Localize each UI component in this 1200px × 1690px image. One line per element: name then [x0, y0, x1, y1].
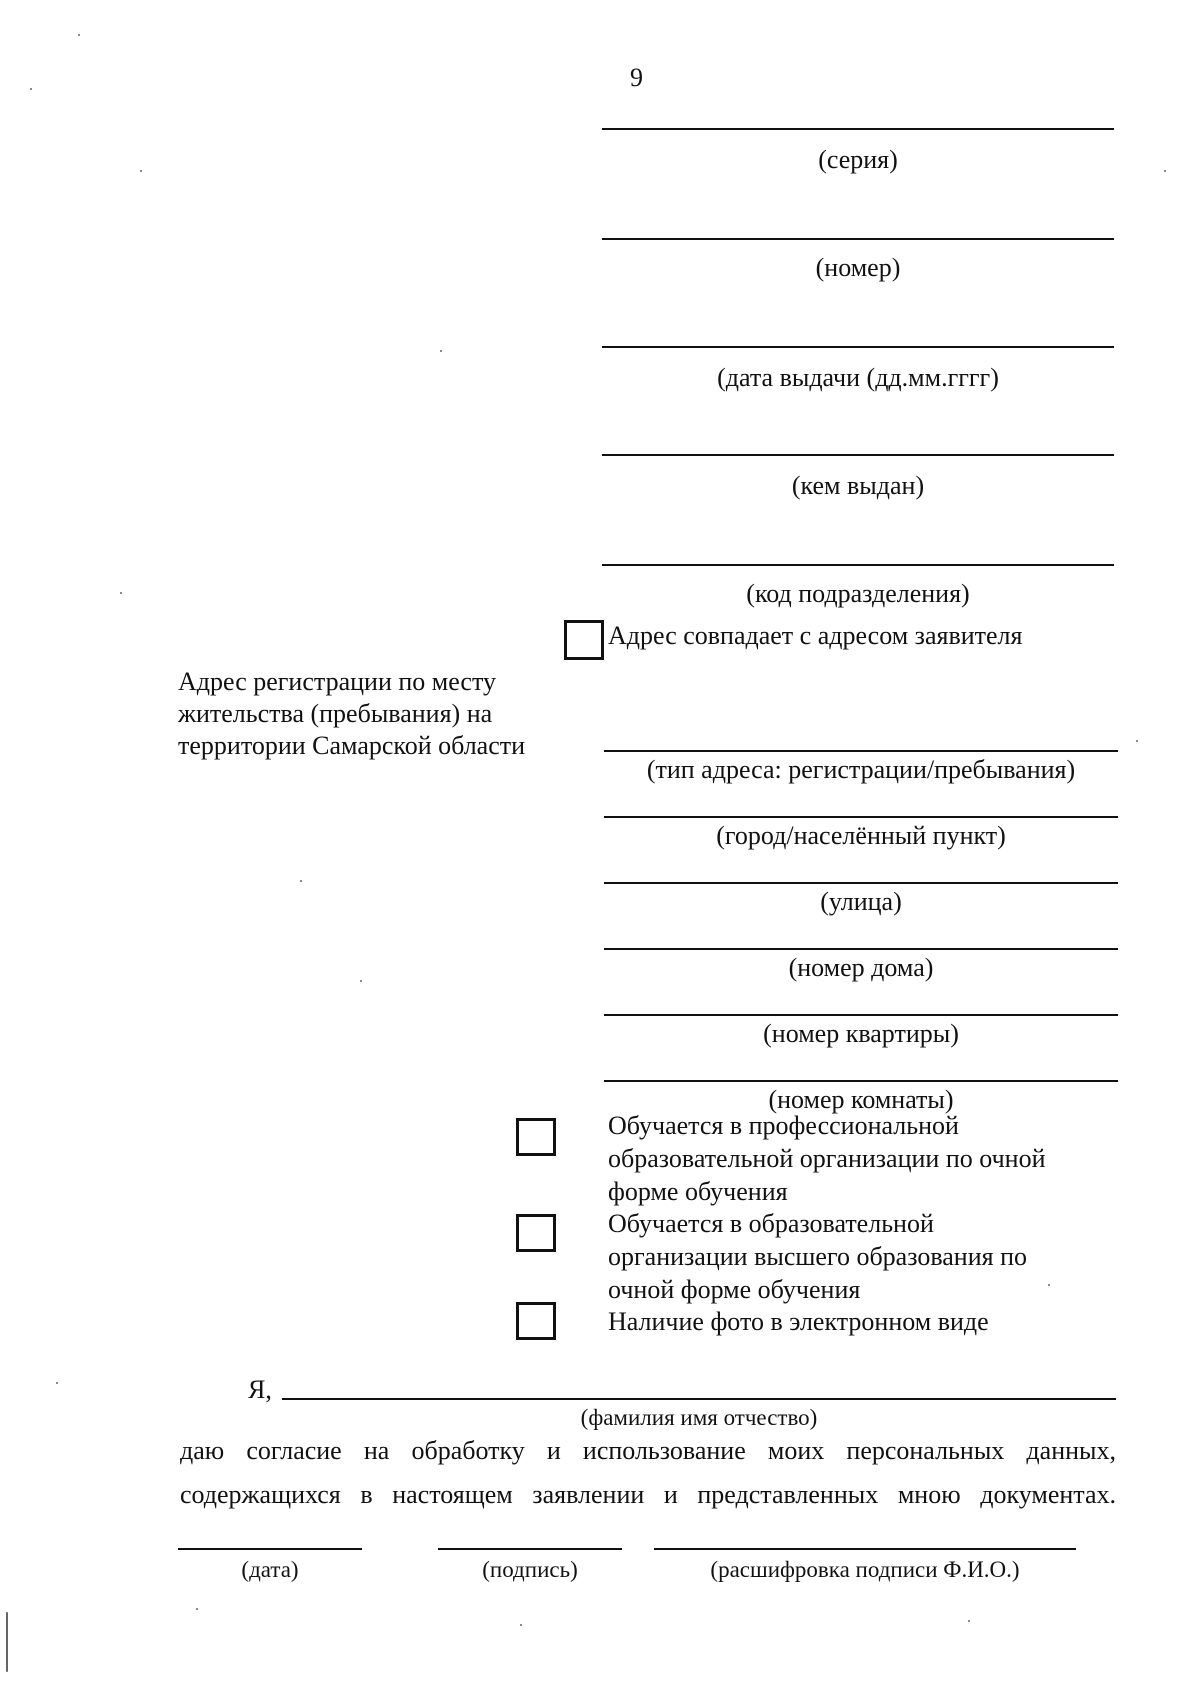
scan-speck: [6, 1612, 8, 1672]
address-type-input-line[interactable]: [604, 750, 1118, 752]
scan-speck: [196, 1608, 198, 1610]
scan-speck: [360, 980, 362, 982]
scan-speck: [300, 880, 302, 882]
signature-decode-input-line[interactable]: [654, 1548, 1076, 1550]
fio-caption: (фамилия имя отчество): [580, 1405, 818, 1430]
registration-address-title-line: Адрес регистрации по месту: [178, 667, 496, 696]
checkbox-label-line: форме обучения: [608, 1177, 788, 1206]
number-caption: (номер): [815, 253, 901, 282]
signature-caption: (подпись): [482, 1557, 578, 1582]
checkbox-label-line: организации высшего образования по: [608, 1242, 1028, 1271]
issue-date-caption: (дата выдачи (дд.мм.гггг): [717, 363, 999, 392]
fio-input-line[interactable]: [282, 1398, 1116, 1400]
city-caption: (город/населённый пункт): [716, 821, 1006, 850]
registration-address-title-line: территории Самарской области: [178, 731, 526, 760]
scan-speck: [1048, 1284, 1050, 1286]
room-number-input-line[interactable]: [604, 1080, 1118, 1082]
consent-text-line: содержащихся в настоящем заявлении и представленных мною документах.: [180, 1480, 1116, 1509]
address-same-checkbox[interactable]: [564, 620, 604, 660]
scan-speck: [78, 34, 80, 36]
date-caption: (дата): [241, 1557, 299, 1582]
consent-text-line: даю согласие на обработку и использование моих персональных данных,: [180, 1436, 1116, 1465]
checkbox-label-line: образовательной организации по очной: [608, 1144, 1046, 1173]
scan-speck: [56, 1382, 58, 1384]
checkbox-label-line: очной форме обучения: [608, 1275, 861, 1304]
page-number: 9: [630, 63, 643, 92]
consent-prefix: Я,: [248, 1375, 272, 1404]
higher-education-checkbox[interactable]: [516, 1214, 556, 1252]
signature-input-line[interactable]: [438, 1548, 622, 1550]
scan-speck: [1136, 740, 1138, 742]
address-type-caption: (тип адреса: регистрации/пребывания): [646, 755, 1076, 784]
scan-speck: [30, 88, 32, 90]
signature-decode-caption: (расшифровка подписи Ф.И.О.): [710, 1557, 1020, 1582]
date-input-line[interactable]: [178, 1548, 362, 1550]
registration-address-title-line: жительства (пребывания) на: [178, 699, 493, 728]
scan-speck: [968, 1620, 970, 1622]
room-number-caption: (номер комнаты): [768, 1085, 954, 1114]
house-number-input-line[interactable]: [604, 948, 1118, 950]
division-code-input-line[interactable]: [602, 564, 1114, 566]
scan-speck: [120, 592, 122, 594]
division-code-caption: (код подразделения): [746, 579, 970, 608]
series-input-line[interactable]: [602, 128, 1114, 130]
address-same-label: Адрес совпадает с адресом заявителя: [608, 621, 1023, 650]
apartment-number-caption: (номер квартиры): [763, 1019, 959, 1048]
electronic-photo-label: Наличие фото в электронном виде: [608, 1307, 989, 1336]
issued-by-caption: (кем выдан): [791, 471, 925, 500]
series-caption: (серия): [818, 145, 898, 174]
apartment-number-input-line[interactable]: [604, 1014, 1118, 1016]
issue-date-input-line[interactable]: [602, 346, 1114, 348]
electronic-photo-checkbox[interactable]: [516, 1302, 556, 1340]
checkbox-label-line: Обучается в профессиональной: [608, 1111, 959, 1140]
professional-education-checkbox[interactable]: [516, 1118, 556, 1156]
checkbox-label-line: Обучается в образовательной: [608, 1209, 934, 1238]
scan-speck: [140, 170, 142, 172]
city-input-line[interactable]: [604, 816, 1118, 818]
scan-speck: [520, 1624, 522, 1626]
issued-by-input-line[interactable]: [602, 454, 1114, 456]
street-input-line[interactable]: [604, 882, 1118, 884]
number-input-line[interactable]: [602, 238, 1114, 240]
house-number-caption: (номер дома): [788, 953, 934, 982]
scan-speck: [440, 350, 442, 352]
scan-speck: [1164, 170, 1166, 172]
street-caption: (улица): [820, 887, 902, 916]
